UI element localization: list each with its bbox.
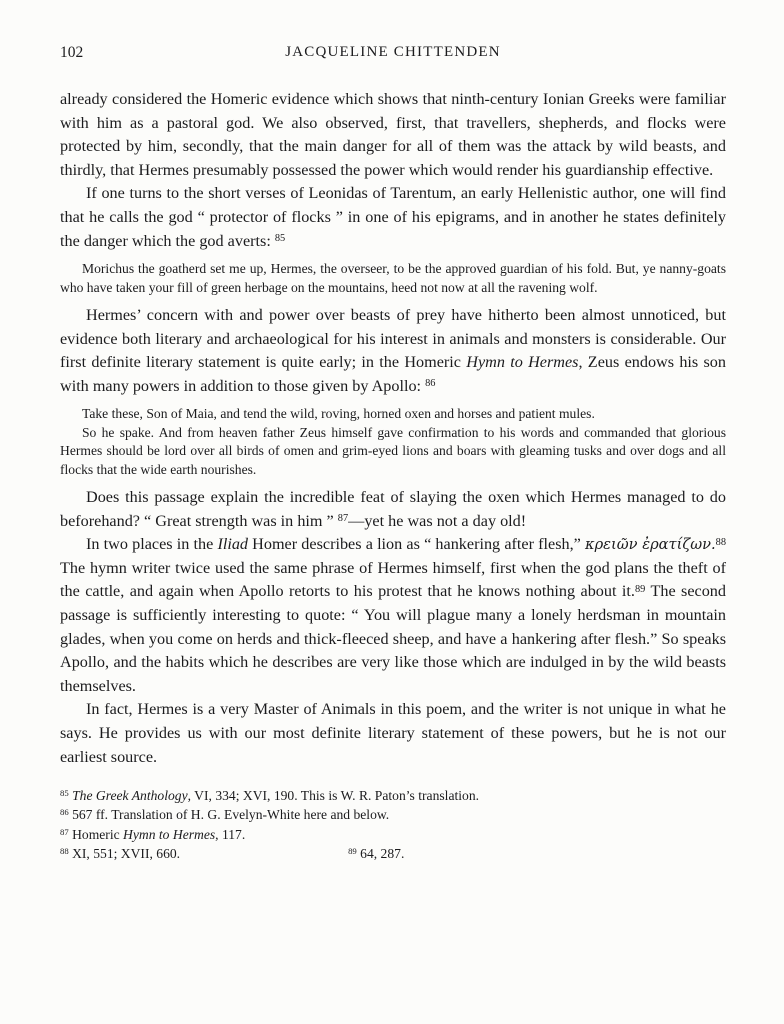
text-run: —yet he was not a day old! (348, 511, 527, 530)
footnote-ref: 88 (60, 845, 69, 856)
text-run: 567 ff. Translation of H. G. Evelyn-White here and below. (68, 807, 390, 823)
footnote-ref: 88 (715, 536, 726, 548)
text-run: The hymn writer twice used the same phrase of Hermes himself, first when the god plans the theft of the cattle, and again when Apollo retorts to his protest that he knows nothing about it. (60, 558, 726, 601)
footnote-ref: 89 (634, 583, 646, 595)
text-run: , VI, 334; XVI, 190. This is W. R. Paton’s translation. (187, 788, 480, 804)
block-quote-paragraph (60, 260, 726, 297)
text-run: Homeric (68, 826, 124, 842)
body-paragraph (60, 304, 726, 398)
page-number: 102 (60, 44, 84, 61)
text-run: XI, 551; XVII, 660. (68, 845, 181, 861)
block-quote-paragraph (60, 424, 726, 479)
footnote (60, 786, 726, 805)
text-run: Take these, Son of Maia, and tend the wild, roving, horned oxen and horses and patient mules. (82, 406, 595, 422)
greek-text-run: κρειῶν ἐρατίζων. (585, 536, 716, 554)
footnote (60, 825, 726, 844)
footnote-ref: 86 (425, 378, 436, 390)
article-body (60, 88, 726, 769)
footnote-ref: 89 (348, 845, 357, 856)
text-run: Morichus the goatherd set me up, Hermes, the overseer, to be the approved guardian of his fold. But, ye nanny-goats who have taken your fill of green herbage on the mountains, heed not now at all the ravening wolf. (60, 261, 726, 295)
page-header (60, 44, 726, 66)
running-head: JACQUELINE CHITTENDEN (285, 44, 501, 60)
text-run: In fact, Hermes is a very Master of Animals in this poem, and the writer is not unique in what he says. He provides us with our most definite literary statement of these powers, but he is not our earliest source. (60, 700, 726, 766)
footnote-ref: 85 (274, 232, 286, 244)
footnote-ref: 86 (60, 807, 69, 818)
text-run: already considered the Homeric evidence which shows that ninth-century Ionian Greeks were familiar with him as a pastoral god. We also observed, first, that travellers, shepherds, and flocks were protected by him, secondly, that the main danger for all of them was the attack by wild beasts, and thirdly, that Hermes presumably possessed the power which would render his guardianship effective. (60, 90, 726, 179)
footnotes (60, 786, 726, 863)
block-quote-paragraph (60, 405, 726, 423)
body-paragraph (60, 182, 726, 253)
text-run: 64, 287. (356, 845, 405, 861)
footnote (60, 844, 726, 863)
body-paragraph (60, 88, 726, 182)
body-paragraph (60, 533, 726, 698)
text-run: Does this passage explain the incredible feat of slaying the oxen which Hermes managed to do beforehand? “ Great strength was in him ” (60, 487, 726, 530)
italic-text-run: Hymn to Hermes (123, 826, 216, 842)
body-paragraph (60, 486, 726, 533)
text-run: If one turns to the short verses of Leonidas of Tarentum, an early Hellenistic author, one will find that he calls the god “ protector of flocks ” in one of his epigrams, and in another he states definitely the danger which the god averts: (60, 184, 726, 250)
footnote-ref: 85 (60, 788, 69, 799)
body-paragraph (60, 698, 726, 769)
text-run: Homer describes a lion as “ hankering after flesh,” (248, 535, 586, 554)
text-run: Hermes’ concern with and power over beasts of prey have hitherto been almost unnoticed, but evidence both literary and archaeological for his interest in animals and monsters is considerable. Our first definite literary statement is quite early; in the Homeric (60, 305, 726, 372)
footnote (60, 805, 726, 824)
italic-text-run: Iliad (217, 535, 249, 554)
text-run: , Zeus endows his son with many powers in addition to those given by Apollo: (60, 353, 726, 395)
footnote-ref: 87 (60, 826, 69, 837)
text-run: In two places in the (86, 535, 218, 554)
text-run: , 117. (215, 826, 246, 842)
italic-text-run: The Greek Anthology (72, 788, 188, 804)
footnote-ref: 87 (337, 512, 349, 524)
text-run: So he spake. And from heaven father Zeus himself gave confirmation to his words and commanded that glorious Hermes should be lord over all birds of omen and grim-eyed lions and boars with gleaming tusks and over dogs and all flocks that the wide earth nourishes. (60, 424, 726, 477)
text-run: The second passage is sufficiently interesting to quote: “ You will plague many a lonely herdsman in mountain glades, when you come on herds and thick-fleeced sheep, and have a hankering after flesh.” So speaks Apollo, and the habits which he describes are very like those which are indulged in by the wild beasts themselves. (60, 582, 726, 695)
italic-text-run: Hymn to Hermes (466, 353, 579, 372)
